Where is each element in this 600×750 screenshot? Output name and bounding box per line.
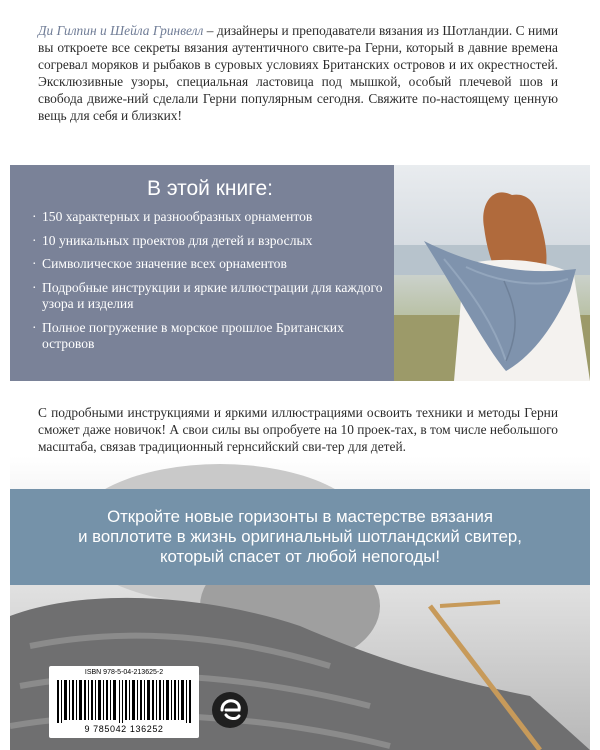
slogan-banner — [10, 489, 590, 585]
feature-item: · Символическое значение всех орнаментов — [32, 256, 392, 273]
feature-item: · 150 характерных и разнообразных орнаментов — [32, 209, 392, 226]
slogan-line: который спасет от любой непогоды! — [159, 547, 440, 566]
feature-item: · Полное погружение в морское прошлое Британских островов — [32, 320, 392, 353]
publisher-logo-icon — [210, 690, 250, 730]
intro-body: – дизайнеры и преподаватели вязания из Шотландии. С ними вы откроете все секреты вязания аутентичного свите-ра Герни, который в давние времена согревал моряков и рыбаков в суровых условиях Британских островов и их окрестностей. Эксклюзивные узоры, специальная ластовица под мышкой, особый плечевой шов и свобода движе-ний сделали Герни популярным сегодня. Свяжите по-настоящему ценную вещь для себя и близких! — [38, 23, 558, 123]
feature-item: · Подробные инструкции и яркие иллюстрации для каждого узора и изделия — [32, 280, 392, 313]
features-panel — [10, 165, 590, 381]
intro-paragraph — [38, 22, 558, 124]
barcode — [57, 680, 191, 723]
book-back-cover — [10, 0, 590, 750]
woman-in-shawl-photo — [394, 165, 590, 381]
isbn-label: ISBN 978-5-04-213625-2 — [84, 669, 164, 676]
features-title: В этой книге: — [147, 177, 273, 200]
isbn-digits: 9 785042 136252 — [84, 724, 164, 734]
isbn-barcode-block — [49, 666, 199, 738]
slogan-line: Откройте новые горизонты в мастерстве вязания — [107, 507, 493, 526]
slogan-line: и воплотите в жизнь оригинальный шотландский свитер, — [78, 527, 522, 546]
authors-names: Ди Гилпин и Шейла Гринвелл — [38, 23, 204, 38]
feature-item: · 10 уникальных проектов для детей и взрослых — [32, 233, 392, 250]
slogan-text — [30, 507, 570, 567]
description-paragraph: С подробными инструкциями и яркими иллюстрациями освоить техники и методы Герни сможет даже новичок! А свои силы вы опробуете на 10 проек-тах, в том числе небольшого масштаба, связав традиционный гернсийский сви-тер для детей. — [38, 405, 558, 454]
features-list — [32, 209, 392, 360]
